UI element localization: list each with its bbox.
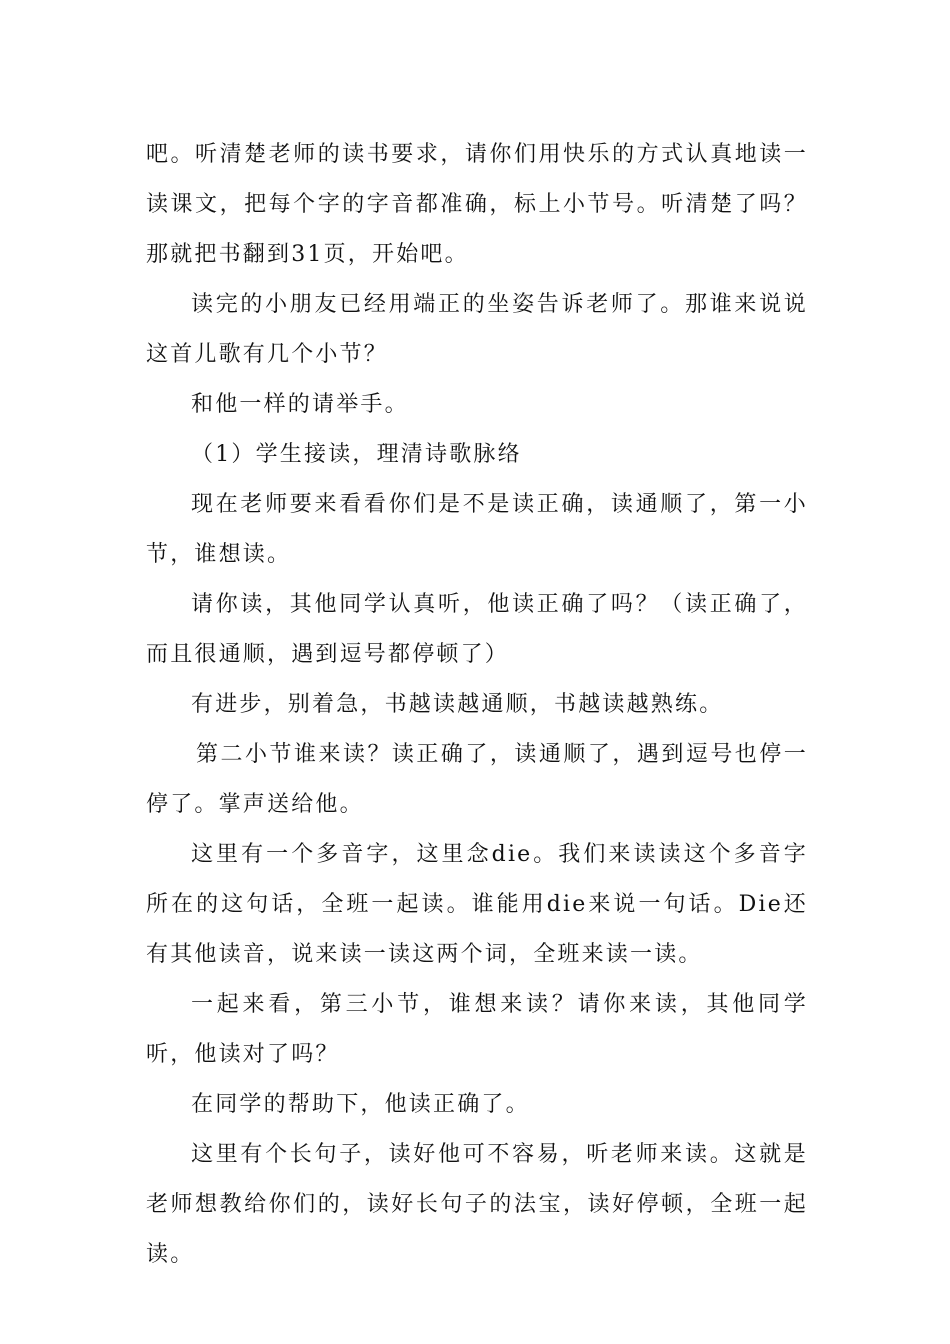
paragraph: 这里有一个多音字，这里念die。我们来读读这个多音字所在的这句话，全班一起读。谁能用die来说一句话。Die还有其他读音，说来读一读这两个词，全班来读一读。 [146, 842, 808, 967]
paragraph: 在同学的帮助下，他读正确了。 [191, 1092, 530, 1117]
paragraph: 读完的小朋友已经用端正的坐姿告诉老师了。那谁来说说这首儿歌有几个小节？ [146, 292, 808, 367]
paragraph: 这里有个长句子，读好他可不容易，听老师来读。这就是老师想教给你们的，读好长句子的法宝，读好停顿，全班一起读。 [146, 1142, 808, 1267]
paragraph: 请你读，其他同学认真听，他读正确了吗？（读正确了，而且很通顺，遇到逗号都停顿了） [146, 592, 808, 667]
paragraph: 一起来看，第三小节，谁想来读？请你来读，其他同学听，他读对了吗？ [146, 992, 808, 1067]
document-body [146, 130, 808, 1280]
paragraph: 和他一样的请举手。 [191, 392, 409, 417]
paragraph: 第二小节谁来读？读正确了，读通顺了，遇到逗号也停一停了。掌声送给他。 [146, 742, 808, 817]
section-heading: （1）学生接读，理清诗歌脉络 [191, 442, 522, 467]
paragraph: 有进步，别着急，书越读越通顺，书越读越熟练。 [191, 692, 724, 717]
paragraph-continuation: 吧。听清楚老师的读书要求，请你们用快乐的方式认真地读一读课文，把每个字的字音都准确，标上小节号。听清楚了吗？那就把书翻到31页，开始吧。 [146, 142, 808, 267]
paragraph: 现在老师要来看看你们是不是读正确，读通顺了，第一小节，谁想读。 [146, 492, 808, 567]
